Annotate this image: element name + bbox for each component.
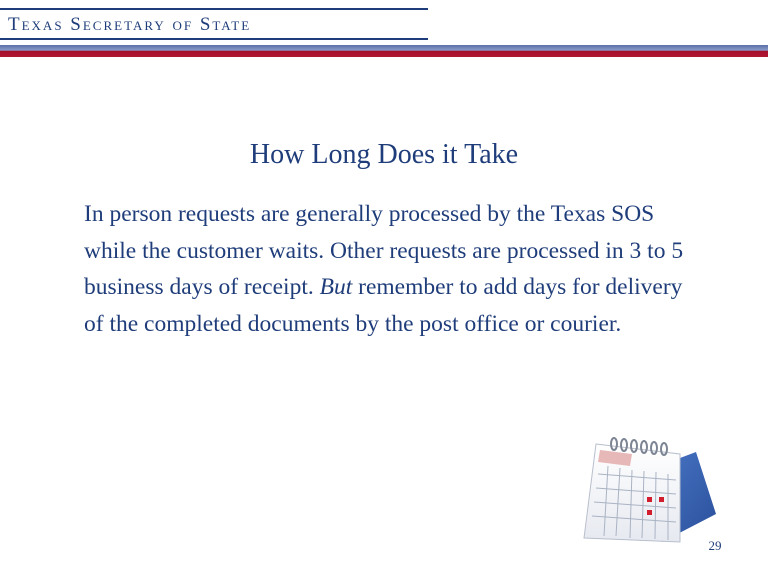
header-color-bar (0, 45, 768, 57)
page-number: 29 (708, 538, 722, 553)
slide-header (0, 0, 768, 56)
header-title: Texas Secretary of State (8, 14, 252, 35)
slide-title: How Long Does it Take (249, 139, 519, 170)
header-rule-bottom (0, 38, 428, 40)
header-rule-top (0, 8, 428, 10)
body-text-part1: In person requests are generally processed by the Texas SOS while the customer waits. Other requests are processed in 3 to 5 business days of receipt. (84, 201, 684, 300)
body-text-emphasis: But (319, 274, 353, 300)
slide-body-text (84, 196, 694, 342)
body-text-part2: remember to add days for delivery of the completed documents by the post office or courier. (84, 274, 683, 337)
calendar-icon (578, 430, 718, 550)
